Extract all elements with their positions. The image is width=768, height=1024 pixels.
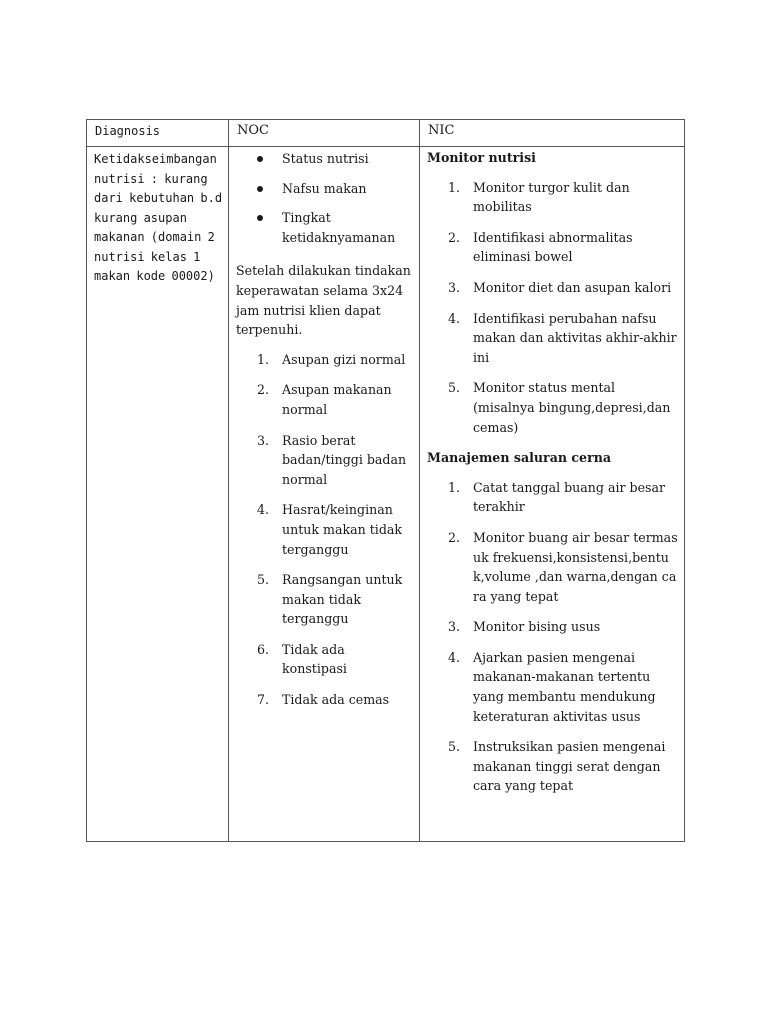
body-row xyxy=(87,147,685,842)
bullet-icon xyxy=(257,215,263,221)
list-item: 3. Monitor bising usus xyxy=(447,619,601,635)
list-item: 2. Identifikasi abnormalitas eliminasi bowel xyxy=(447,229,633,265)
list-item: 6. Tidak ada konstipasi xyxy=(256,641,347,677)
noc-bullet-list xyxy=(229,149,419,247)
noc-cell xyxy=(229,147,420,842)
noc-outcome-list xyxy=(229,350,419,710)
list-item: 1. Catat tanggal buang air besar terakhir xyxy=(447,479,666,515)
list-item: 4. Identifikasi perubahan nafsu makan dan aktivitas akhir-akhir ini xyxy=(447,310,677,365)
header-cell-diagnosis xyxy=(87,120,229,147)
list-item: 4. Hasrat/keinginan untuk makan tidak terganggu xyxy=(256,502,403,557)
header-cell-nic xyxy=(420,120,685,147)
list-item: Nafsu makan xyxy=(229,179,419,199)
list-item: Status nutrisi xyxy=(229,149,419,169)
list-item: 2. Monitor buang air besar termasuk frekuensi,konsistensi,bentuk,volume ,dan warna,dengan cara yang tepat xyxy=(447,529,678,604)
header-noc: NOC xyxy=(237,123,269,138)
noc-paragraph: Setelah dilakukan tindakan keperawatan selama 3x24 jam nutrisi klien dapat terpenuhi. xyxy=(236,263,411,338)
diagnosis-text: Ketidakseimbangan nutrisi : kurang dari kebutuhan b.d kurang asupan makanan (domain 2 nutrisi kelas 1 makan kode 00002) xyxy=(94,152,223,283)
list-item: 7. Tidak ada cemas xyxy=(256,692,390,708)
header-nic: NIC xyxy=(428,123,455,138)
nic-section-title-monitor-nutrisi: Monitor nutrisi xyxy=(427,150,536,165)
list-item: Tingkat ketidaknyamanan xyxy=(229,208,419,247)
list-item: 5. Monitor status mental (misalnya bingung,depresi,dan cemas) xyxy=(447,380,671,435)
list-item: 3. Monitor diet dan asupan kalori xyxy=(447,279,672,295)
nic-cell xyxy=(420,147,685,842)
nic-monitor-list xyxy=(427,178,680,438)
list-item: 5. Rangsangan untuk makan tidak terganggu xyxy=(256,572,403,627)
nic-saluran-list xyxy=(427,478,680,796)
bullet-icon xyxy=(257,186,263,192)
list-item: 3. Rasio berat badan/tinggi badan normal xyxy=(256,432,407,487)
list-item: 1. Monitor turgor kulit dan mobilitas xyxy=(447,179,630,215)
nic-section-title-saluran-cerna: Manajemen saluran cerna xyxy=(427,450,612,466)
list-item: 4. Ajarkan pasien mengenai makanan-makanan tertentu yang membantu mendukung keteraturan aktivitas usus xyxy=(447,649,656,724)
list-item: 1. Asupan gizi normal xyxy=(256,351,406,367)
list-item: 2. Asupan makanan normal xyxy=(256,382,392,417)
diagnosis-cell xyxy=(87,147,229,842)
header-diagnosis: Diagnosis xyxy=(95,124,161,138)
header-cell-noc xyxy=(229,120,420,147)
list-item: 5. Instruksikan pasien mengenai makanan tinggi serat dengan cara yang tepat xyxy=(447,739,666,794)
header-row xyxy=(87,120,685,147)
bullet-icon xyxy=(257,156,263,162)
care-plan-table xyxy=(86,119,685,842)
